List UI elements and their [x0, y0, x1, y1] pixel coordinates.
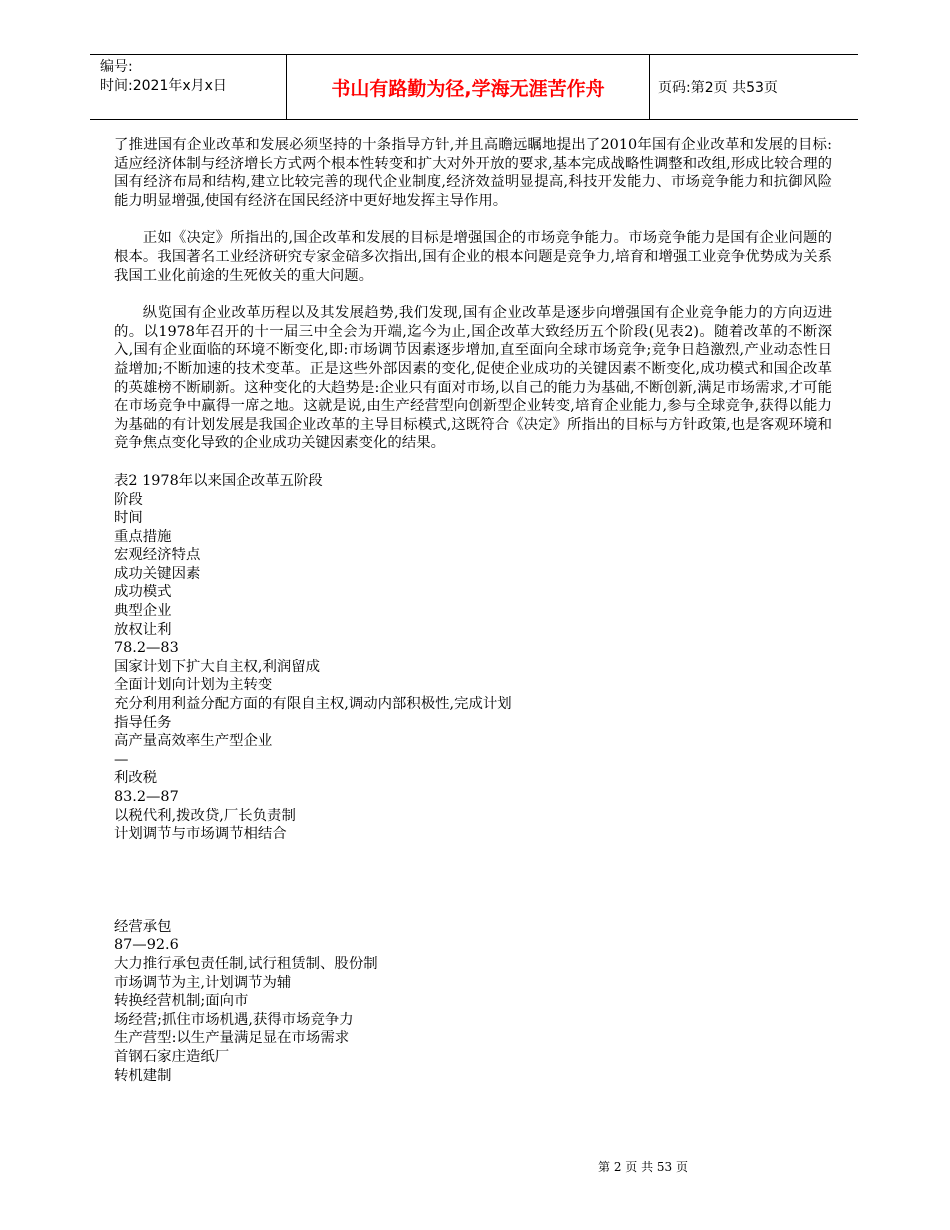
empty-cells-gap — [114, 844, 832, 918]
document-date: 时间:2021年x月x日 — [100, 78, 227, 94]
paragraph-2: 正如《决定》所指出的,国企改革和发展的目标是增强国企的市场竞争能力。市场竞争能力是国有企业问题的根本。我国著名工业经济研究专家金碚多次指出,国有企业的根本问题是竞争力,培育和增强工业竞争优势成为关系我国工业化前途的生死攸关的重大问题。 — [114, 230, 832, 284]
document-body — [114, 136, 832, 1085]
table-cell: — — [114, 751, 129, 768]
table-cell: 83.2—87 — [114, 789, 179, 805]
document-code-label: 编号: — [100, 59, 133, 75]
table-cell: 充分利用利益分配方面的有限自主权,调动内部积极性,完成计划 — [114, 696, 512, 713]
table-header-cell: 宏观经济特点 — [114, 547, 201, 564]
table-cell: 78.2—83 — [114, 640, 179, 657]
table-header-cell: 成功模式 — [114, 584, 172, 601]
table-cell: 指导任务 — [114, 714, 172, 731]
table-header-cell: 时间 — [114, 510, 143, 527]
table-header-cell: 成功关键因素 — [114, 565, 201, 582]
table-cell: 转机建制 — [114, 1067, 172, 1084]
table-cell: 市场调节为主,计划调节为辅 — [114, 974, 292, 991]
paragraph-3: 纵览国有企业改革历程以及其发展趋势,我们发现,国有企业改革是逐步向增强国有企业竞争能力的方向迈进的。以1978年召开的十一届三中全会为开端,迄今为止,国企改革大致经历五个阶段(见表2)。随着改革的不断深入,国有企业面临的环境不断变化,即:市场调节因素逐步增加,直至面向全球市场竞争;竞争日趋激烈,产业动态性日益增加;不断加速的技术变革。正是这些外部因素的变化,促使企业成功的关键因素不断变化,成功模式和国企改革的英雄榜不断刷新。这种变化的大趋势是:企业只有面对市场,以自己的能力为基础,不断创新,满足市场需求,才可能在市场竞争中赢得一席之地。这就是说,由生产经营型向创新型企业转变,培育企业能力,参与全球竞争,获得以能力为基础的有计划发展是我国企业改革的主导目标模式,这既符合《决定》所指出的目标与方针政策,也是客观环境和竞争焦点变化导致的企业成功关键因素变化的结果。 — [114, 305, 832, 452]
table-cell: 转换经营机制;面向市 — [114, 993, 249, 1010]
header-motto: 书山有路勤为径,学海无涯苦作舟 — [286, 55, 650, 119]
table-header-cell: 典型企业 — [114, 603, 172, 620]
table-cell: 场经营;抓住市场机遇,获得市场竞争力 — [114, 1011, 354, 1028]
table-cell: 生产营型:以生产量满足显在市场需求 — [114, 1030, 350, 1047]
table-cell: 放权让利 — [114, 621, 172, 638]
table-cell: 全面计划向计划为主转变 — [114, 677, 273, 694]
table-cell: 利改税 — [114, 770, 158, 787]
table-cell: 以税代利,拨改贷,厂长负责制 — [114, 807, 296, 824]
header-meta — [90, 55, 286, 119]
table-cell: 计划调节与市场调节相结合 — [114, 826, 287, 843]
table-caption: 表2 1978年以来国企改革五阶段 — [114, 472, 323, 489]
table-header-cell: 重点措施 — [114, 528, 172, 545]
table-cell: 87—92.6 — [114, 937, 179, 954]
paragraph-1: 了推进国有企业改革和发展必须坚持的十条指导方针,并且高瞻远瞩地提出了2010年国有企业改革和发展的目标:适应经济体制与经济增长方式两个根本性转变和扩大对外开放的要求,基本完成战略性调整和改组,形成比较合理的国有经济布局和结构,建立比较完善的现代企业制度,经济效益明显提高,科技开发能力、市场竞争能力和抗御风险能力明显增强,使国有经济在国民经济中更好地发挥主导作用。 — [114, 137, 832, 209]
table-header-cell: 阶段 — [114, 491, 143, 508]
page-header — [90, 54, 858, 120]
reform-stages-table — [114, 472, 832, 1085]
header-page-info: 页码:第2页 共53页 — [658, 80, 778, 96]
table-cell: 大力推行承包责任制,试行租赁制、股份制 — [114, 955, 378, 972]
table-cell: 国家计划下扩大自主权,利润留成 — [114, 658, 321, 675]
footer-page-number: 第 2 页 共 53 页 — [598, 1160, 688, 1174]
table-cell: 高产量高效率生产型企业 — [114, 733, 273, 750]
table-cell: 经营承包 — [114, 918, 172, 935]
table-cell: 首钢石家庄造纸厂 — [114, 1048, 230, 1065]
